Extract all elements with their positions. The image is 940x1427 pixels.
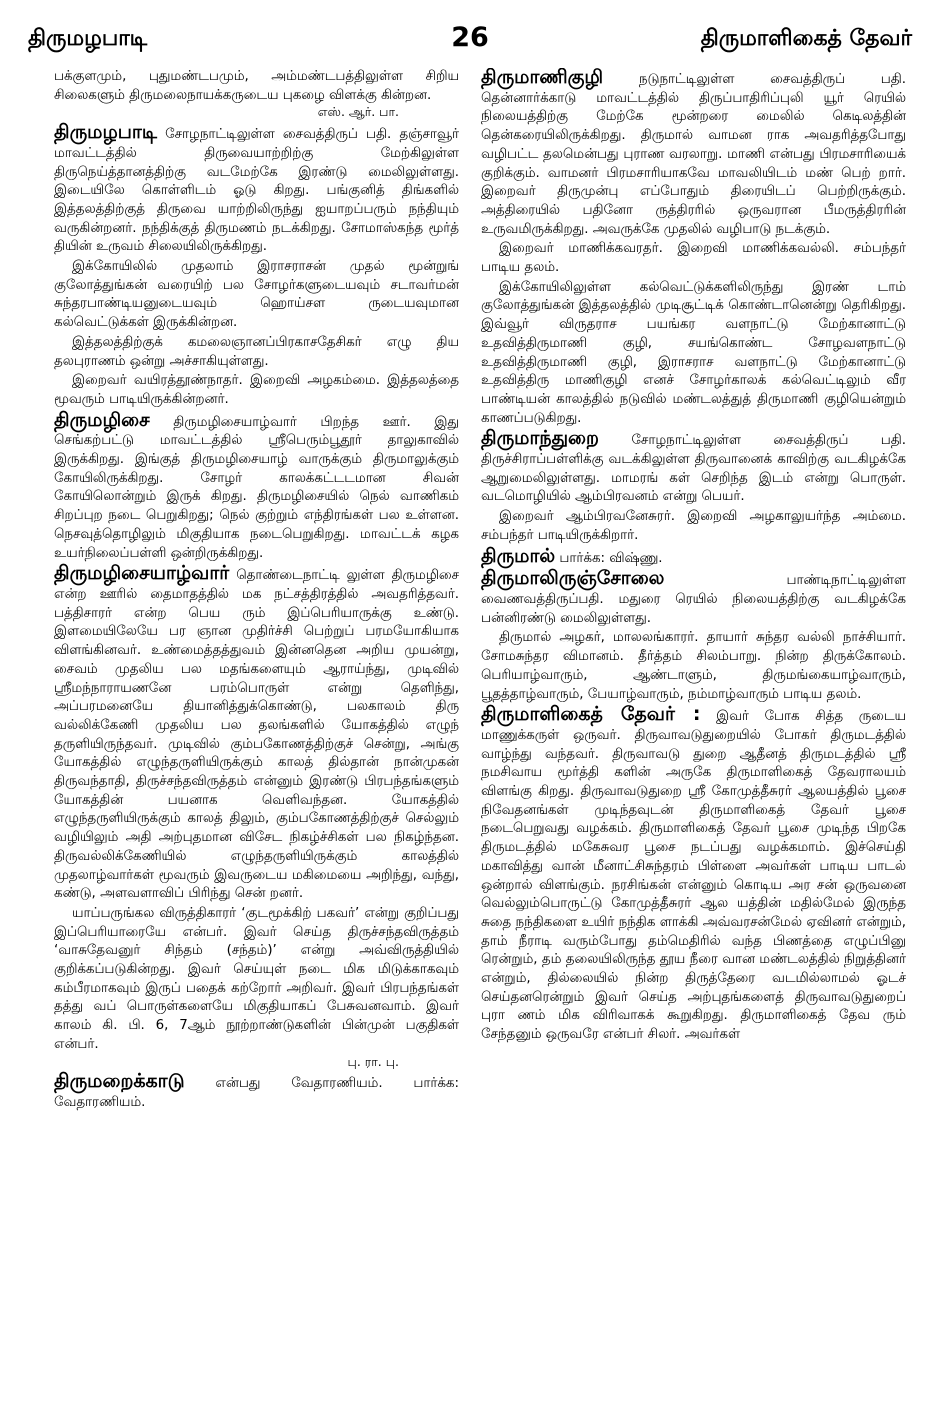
- body-paragraph: [481, 240, 906, 277]
- entry-headword: திருமழிசையாழ்வார்: [54, 562, 230, 585]
- page-number: 26: [451, 22, 489, 53]
- entry-headword: திருமாணிகுழி: [481, 68, 604, 88]
- paragraph-text: இத்தலத்திற்குக் கமலைஞானப்பிரகாசதேசிகர் எழு திய தலபுராணம் ஒன்று அச்சாகியுள்ளது.: [54, 334, 459, 369]
- paragraph-text: சோழநாட்டிலுள்ள சைவத்திருப் பதி. தஞ்சாவூர் மாவட்டத்தில் திருவையாற்றிற்கு மேற்கிலுள்ள திருநெய்த்தானத்திற்கு வடமேற்கே இரண்டு மைலிலுள்ளது. இடையிலே கொள்ளிடம் ஓடு கிறது. பங்குனித் திங்களில் இத்தலத்திற்குத் திருவை யாற்றிலிருந்து ஐயாறப்பரும் நந்தியும் வருகின்றனர். நந்திக்குத் திருமணம் நடக்கிறது. சோமாஸ்கந்த மூர்த் தியின் உருவம் சிலையிலிருக்கிறது.: [54, 127, 459, 255]
- paragraph-text: யாப்பருங்கல விருத்திகாரர் ‘குடமூக்கிற் பகவர்’ என்று குறிப்பது இப்பெரியாரையே என்பர். இவர் செய்த திருச்சந்தவிருத்தம் ‘வாசுதேவனுர் சிந்தம் (சந்தம்)’ என்று அவ்விருத்தியில் குறிக்கப்படுகின்றது. இவர் செய்யுள் நடை மிக மிடுக்காகவும் கம்பீரமாகவும் இருப் பதைக் கற்றோர் அறிவர். இவர் பிரபந்தங்கள் தத்து வப் பொருள்களையே மிகுதியாகப் பேசுவனவாம். இவர் காலம் கி. பி. 6, 7ஆம் நூற்றாண்டுகளின் பின்முன் பகுதிகள் என்பர்.: [54, 905, 459, 1052]
- paragraph-text: இக்கோயிலிலுள்ள கல்வெட்டுக்களிலிருந்து இரண் டாம் குலோத்துங்கன் இத்தலத்தில் முடிசூட்டிக் கொண்டானென்று தெரிகிறது. இவ்வூர் விருதராச பயங்கர வளநாட்டு மேற்கானாட்டு உதவித்திருமாணி குழி, சயங்கொண்ட சோழவளநாட்டு உதவித்திருமாணி குழி, இராசராச வளநாட்டு மேற்கானாட்டு உதவித்திரு மாணிகுழி எனச் சோழர்காலக் கல்வெட்டிலும் வீர பாண்டியன் காலத்தில் நடுவில் மண்டலத்துத் திருமாணி குழியென்றும் காணப்படுகிறது.: [481, 279, 906, 426]
- body-paragraph: [54, 905, 459, 1071]
- paragraph-text: இறைவர் மாணிக்கவரதர். இறைவி மாணிக்கவல்லி. சம்பந்தர் பாடிய தலம்.: [481, 241, 906, 276]
- entry-paragraph: [481, 705, 906, 1045]
- entry-headword: திருமாளிகைத் தேவர் :: [481, 703, 701, 726]
- entry-paragraph: [481, 429, 906, 507]
- entry-headword: திருமழபாடி: [54, 121, 157, 144]
- header-right-term: திருமாளிகைத் தேவர்: [700, 26, 912, 51]
- entry-paragraph: [54, 1072, 459, 1112]
- paragraph-text: சோழநாட்டிலுள்ள சைவத்திருப் பதி. திருச்சிராப்பள்ளிக்கு வடக்கிலுள்ள திருவானைக் காவிற்கு வடகிழக்கே ஆறுமைலிலுள்ளது. மாமரங் கள் செறிந்த இடம் என்று பொருள். வடமொழியில் ஆம்பிரவனம் என்று பெயர்.: [481, 433, 906, 505]
- author-initials: எஸ். ஆர். பா.: [317, 104, 399, 120]
- header-left-term: திருமழபாடி: [28, 26, 148, 51]
- entry-headword: திருமழிசை: [54, 408, 150, 431]
- entry-headword: திருமால்: [481, 544, 556, 567]
- paragraph-text: பக்குளமும், புதுமண்டபமும், அம்மண்டபத்திலுள்ள சிறிய சிலைகளும் திருமலைநாயக்கருடைய புகழை விளக்கு கின்றன.: [54, 69, 459, 103]
- entry-paragraph: [54, 564, 459, 904]
- paragraph-text: இவர் போக சித்த ருடைய மாணுக்கருள் ஒருவர். திருவாவடுதுறையில் போகர் திருமடத்தில் வாழ்ந்து வந்தவர். திருவாவடு துறை ஆதீனத் திருமடத்தில் ஸ்ரீ நமசிவாய மூர்த்தி களின் அருகே திருமாளிகைத் தேவராலயம் விளங்கு கிறது. திருவாவடுதுறை ஸ்ரீ கோமுத்தீசுரர் ஆலயத்தில் பூசை நிவேதனங்கள் முடிந்தவுடன் திருமாளிகைத் தேவர் பூசை நடைபெறுவது வழக்கம். திருமாளிகைத் தேவர் பூசை முடிந்த பிறகே திருமடத்தில் மகேசுவர பூசை நடப்பது வழக்கமாம். இச்செய்தி மகாவித்து வான் மீனாட்சிசுந்தரம் பிள்ளை அவர்கள் பாடிய பாடல் ஒன்றால் விளங்கும். நரசிங்கன் என்னும் கொடிய அர சன் ஒருவனை வெல்லும்பொருட்டு கோமுத்தீசுரர் ஆல யத்தின் மதில்மேல் இருந்த சுதை நந்திகளை உயிர் நந்திக ளாக்கி அவ்வரசன்மேல் ஏவினர் என்றும், தாம் நீராடி வரும்போது தம்மெதிரில் வந்த பிணத்தை எழுப்பினு ரென்றும், தம் தலையிலிருந்த தூய நீரை வான மண்டலத்தில் நிறுத்தினர் என்றும், தில்லையில் நின்ற திருத்தேரை வடமில்லாமல் ஓடச் செய்தனரென்றும் இவர் செய்த அற்புதங்களைத் திருவாவடுதுறைப் புரா ணம் மிக விரிவாகக் கூறுகிறது. திருமாளிகைத் தேவ ரும் சேந்தனும் ஒருவரே என்பர் சிலர். அவர்கள்: [481, 709, 906, 1043]
- body-paragraph: [54, 258, 459, 333]
- entry-paragraph: [481, 569, 906, 628]
- paragraph-text: இறைவர் வயிரத்தூண்நாதர். இறைவி அழகம்மை. இத்தலத்தை மூவரும் பாடியிருக்கின்றனர்.: [54, 373, 459, 407]
- entry-headword: திருமறைக்காடு: [54, 1070, 185, 1093]
- right-column: [481, 68, 906, 1413]
- paragraph-text: தொண்டைநாட்டி லுள்ள திருமழிசை என்ற ஊரில் தைமாதத்தில் மக நட்சத்திரத்தில் அவதரித்தவர். பத்திசாரர் என்ற பெய ரும் இப்பெரியாருக்கு உண்டு. இளமையிலேயே பர ஞான முதிர்ச்சி பெற்றுப் பரமயோகியாக விளங்கினவர். உண்மைத்தத்துவம் இன்னதென அறிய முயன்று, சைவம் முதலிய பல மதங்களையும் ஆராய்ந்து, முடிவில் ஸ்ரீமந்நாராயணனே பரம்பொருள் என்று தெளிந்து, அப்பரமனையே தியானித்துக்கொண்டு, பலகாலம் திரு வல்லிக்கேணி முதலிய பல தலங்களில் யோகத்தில் எழுந் தருளியிருந்தவர். முடிவில் கும்பகோணத்திற்குச் சென்று, அங்கு யோகத்தில் எழுந்தருளியிருக்கும் காலத் தில்தான் நான்முகன் திருவந்தாதி, திருச்சந்தவிருத்தம் என்னும் இரண்டு பிரபந்தங்களும் யோகத்தின் பயனாக வெளிவந்தன. யோகத்தில் எழுந்தருளியிருக்கும் காலத் திலும், கும்பகோணத்திற்குச் செல்லும் வழியிலும் அதி அற்புதமான விசேட நிகழ்ச்சிகள் பல நிகழ்ந்தன. திருவல்லிக்கேணியில் எழுந்தருளியிருக்கும் காலத்தில் முதலாழ்வார்கள் மூவரும் இவருடைய மகிமையை அறிந்து, வந்து, கண்டு, அளவளாவிப் பிரிந்து சென் றனர்.: [54, 568, 459, 902]
- paragraph-text: பார்க்க: விஷ்ணு.: [555, 550, 663, 566]
- author-initials: பு. ரா. பு.: [347, 1053, 399, 1069]
- body-paragraph: [481, 508, 906, 545]
- body-paragraph: [54, 334, 459, 371]
- paragraph-text: திருமால் அழகர், மாலலங்காரர். தாயார் சுந்தர வல்லி நாச்சியார். சோமசுந்தர விமானம். தீர்த்தம் சிலம்பாறு. நின்ற திருக்கோலம். பெரியாழ்வாரும், ஆண்டாளும், திருமங்கையாழ்வாரும், பூதத்தாழ்வாரும், பேயாழ்வாரும், நம்மாழ்வாரும் பாடிய தலம்.: [481, 630, 906, 702]
- paragraph-text: என்பது வேதாரணியம். பார்க்க: வேதாரணியம்.: [54, 1076, 459, 1110]
- entry-paragraph: [481, 544, 906, 569]
- paragraph-text: இறைவர் ஆம்பிரவனேசுரர். இறைவி அழகாலுயர்ந்த அம்மை. சம்பந்தர் பாடியிருக்கிறார்.: [481, 509, 906, 543]
- body-paragraph: [54, 68, 459, 122]
- left-column: [54, 68, 459, 1413]
- paragraph-text: திருமழிசையாழ்வார் பிறந்த ஊர். இது செங்கற்பட்டு மாவட்டத்தில் ஸ்ரீபெரும்பூதூர் தாலுகாவில் இருக்கிறது. இங்குத் திருமழிசையாழ் வாருக்கும் திருமாலுக்கும் கோயிலிருக்கிறது. சோழர் காலக்கட்டடமான சிவன் கோயிலொன்றும் இருக் கிறது. திருமழிசையில் நெல் வாணிகம் சிறப்புற நடை பெறுகிறது; நெல் குற்றும் எந்திரங்கள் பல உள்ளன. நெசவுத்தொழிலும் மிகுதியாக நடைபெறுகிறது. மாவட்டக் கழக உயர்நிலைப்பள்ளி ஒன்றிருக்கிறது.: [54, 414, 459, 561]
- paragraph-text: நடுநாட்டிலுள்ள சைவத்திருப் பதி. தென்னார்க்காடு மாவட்டத்தில் திருப்பாதிரிப்புலி யூர் ரெயில் நிலையத்திற்கு மேற்கே மூன்றரை மைலில் கெடிலத்தின் தென்கரையிலிருக்கிறது. திருமால் வாமன ராக அவதரித்தபோது வழிபட்ட தலமென்பது புராண வரலாறு. மாணி என்பது பிரமசாரியைக் குறிக்கும். வாமனர் பிரமசாரியாகவே மாவலியிடம் மண் பெற் றார். இறைவர் திருமுன்பு எப்போதும் திரையிடப் பெற்றிருக்கும். அத்திரையில் பதினோ ருத்திரரில் ஒருவரான பீமருத்திரரின் உருவமிருக்கிறது. அவருக்கே முதலில் வழிபாடு நடக்கும்.: [481, 72, 906, 237]
- entry-headword: திருமாலிருஞ்சோலை: [481, 567, 665, 590]
- paragraph-text: இக்கோயிலில் முதலாம் இராசராசன் முதல் மூன்றுங் குலோத்துங்கன் வரையிற் பல சோழர்களுடையவும் சடாவர்மன் சுந்தரபாண்டியனுடையவும் ஹொய்சள ருடையவுமான கல்வெட்டுக்கள் இருக்கின்றன.: [54, 259, 459, 331]
- body-paragraph: [54, 372, 459, 409]
- body-paragraph: [481, 279, 906, 429]
- entry-paragraph: [54, 123, 459, 257]
- entry-headword: திருமாந்துறை: [481, 427, 599, 450]
- running-header: [28, 22, 912, 60]
- paragraph-text: பாண்டிநாட்டிலுள்ள வைணவத்திருப்பதி. மதுரை ரெயில் நிலையத்திற்கு வடகிழக்கே பன்னிரண்டு மைலிலுள்ளது.: [481, 573, 906, 626]
- body-paragraph: [481, 629, 906, 704]
- entry-paragraph: [54, 408, 459, 564]
- entry-paragraph: [481, 68, 906, 239]
